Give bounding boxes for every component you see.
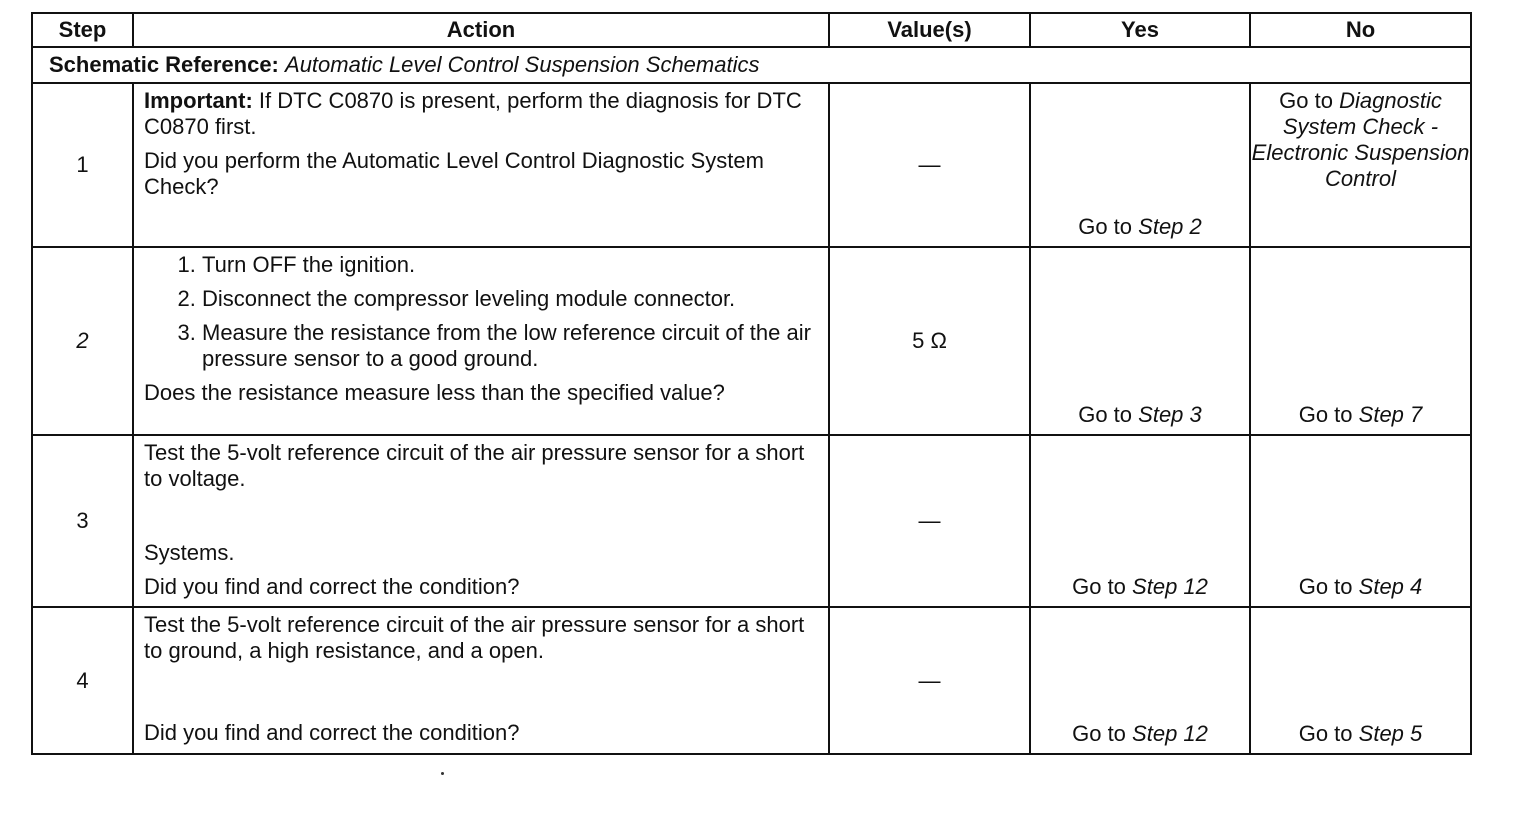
action-cell: [133, 607, 829, 754]
value-cell: —: [829, 83, 1030, 247]
table-row-step-4: [32, 607, 1471, 754]
action-cell: [133, 83, 829, 247]
step-number: 4: [32, 607, 133, 754]
yes-link[interactable]: Step 12: [1132, 721, 1208, 746]
header-action: Action: [133, 13, 829, 47]
action-text: Test the 5-volt reference circuit of the air pressure sensor for a short to voltage.: [144, 440, 805, 491]
table-row-step-1: [32, 83, 1471, 247]
important-note: [144, 88, 818, 140]
schematic-reference-row: [32, 47, 1471, 83]
value-cell: 5 Ω: [829, 247, 1030, 435]
no-link[interactable]: Step 7: [1358, 402, 1423, 427]
no-cell: [1250, 607, 1471, 754]
no-cell: [1250, 435, 1471, 607]
action-partial-text: Systems.: [144, 540, 235, 565]
header-step: Step: [32, 13, 133, 47]
no-cell: [1250, 83, 1471, 247]
action-cell: [133, 247, 829, 435]
schematic-reference-label: Schematic Reference:: [49, 52, 279, 77]
yes-prefix: Go to: [1072, 574, 1126, 599]
step-number: 1: [32, 83, 133, 247]
value-cell: —: [829, 607, 1030, 754]
yes-prefix: Go to: [1072, 721, 1126, 746]
no-prefix: Go to: [1298, 574, 1353, 599]
value-cell: —: [829, 435, 1030, 607]
action-question: Did you perform the Automatic Level Control Diagnostic System Check?: [144, 148, 764, 199]
table-row-step-2: [32, 247, 1471, 435]
action-text: Test the 5-volt reference circuit of the air pressure sensor for a short to ground, a high resistance, and a open.: [144, 612, 805, 663]
yes-prefix: Go to: [1078, 402, 1133, 427]
important-text: If DTC C0870 is present, perform the diagnosis for DTC C0870 first.: [144, 88, 802, 139]
yes-link[interactable]: Step 2: [1138, 214, 1202, 239]
yes-cell: [1030, 247, 1250, 435]
instruction-item: 2. Disconnect the compressor leveling module connector.: [202, 286, 818, 312]
no-prefix: Go to: [1279, 88, 1333, 113]
header-values: Value(s): [829, 13, 1030, 47]
yes-link[interactable]: Step 12: [1132, 574, 1208, 599]
step-number: 2: [32, 247, 133, 435]
schematic-reference-cell: [32, 47, 1471, 83]
step-number: 3: [32, 435, 133, 607]
instruction-list: [144, 252, 818, 372]
no-link[interactable]: Step 4: [1358, 574, 1423, 599]
yes-cell: [1030, 435, 1250, 607]
no-prefix: Go to: [1298, 402, 1353, 427]
header-row: [32, 13, 1471, 47]
schematic-reference-link[interactable]: Automatic Level Control Suspension Schematics: [285, 52, 760, 77]
instruction-item: 3. Measure the resistance from the low reference circuit of the air pressure sensor to a good ground.: [202, 320, 818, 372]
yes-cell: [1030, 83, 1250, 247]
header-yes: Yes: [1030, 13, 1250, 47]
no-cell: [1250, 247, 1471, 435]
no-link[interactable]: Step 5: [1358, 721, 1423, 746]
header-no: No: [1250, 13, 1471, 47]
table-row-step-3: [32, 435, 1471, 607]
yes-cell: [1030, 607, 1250, 754]
action-cell: [133, 435, 829, 607]
action-question: Did you find and correct the condition?: [144, 720, 520, 745]
action-question: Does the resistance measure less than the specified value?: [144, 380, 725, 405]
important-label: Important:: [144, 88, 253, 113]
diagnostic-table: [31, 12, 1472, 755]
action-question: Did you find and correct the condition?: [144, 574, 520, 599]
yes-prefix: Go to: [1078, 214, 1133, 239]
instruction-item: 1. Turn OFF the ignition.: [202, 252, 818, 278]
no-prefix: Go to: [1298, 721, 1353, 746]
scan-speck: [441, 772, 444, 775]
no-link[interactable]: Diagnostic System Check - Electronic Suspension Control: [1251, 88, 1470, 191]
yes-link[interactable]: Step 3: [1138, 402, 1202, 427]
